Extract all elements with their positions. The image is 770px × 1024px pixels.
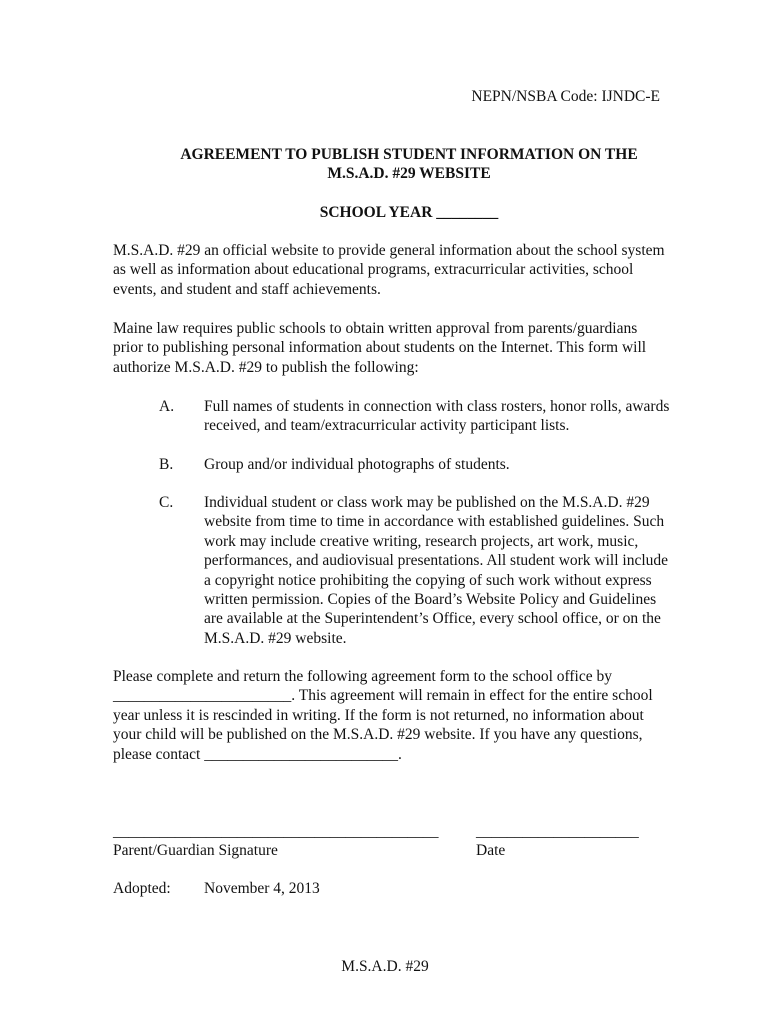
title-line-2: M.S.A.D. #29 WEBSITE (327, 165, 491, 183)
date-line: _____________________ (476, 823, 639, 840)
item-b-text (204, 455, 510, 474)
date-label: Date (476, 842, 506, 859)
page-footer: M.S.A.D. #29 (341, 958, 429, 975)
intro-line: as well as information about educational programs, extracurricular activities, school (113, 261, 634, 279)
item-line: Full names of students in connection with class rosters, honor rolls, awards (204, 398, 670, 415)
item-a-text (204, 397, 669, 436)
policy-code: NEPN/NSBA Code: IJNDC-E (471, 88, 660, 105)
item-line: a copyright notice prohibiting the copying of such work without express (204, 571, 652, 589)
school-year: SCHOOL YEAR ________ (319, 204, 499, 221)
intro-line: M.S.A.D. #29 an official website to provide general information about the school system (113, 242, 665, 259)
document-title (0, 145, 770, 184)
item-b-letter: B. (159, 456, 174, 473)
signature-label: Parent/Guardian Signature (113, 842, 278, 859)
title-line-1: AGREEMENT TO PUBLISH STUDENT INFORMATION ON THE (180, 146, 638, 163)
item-c-text (204, 493, 668, 648)
item-line: Individual student or class work may be published on the M.S.A.D. #29 (204, 494, 650, 511)
return-note-line: your child will be published on the M.S.A.D. #29 website. If you have any questions, (113, 726, 643, 744)
law-line: Maine law requires public schools to obtain written approval from parents/guardians (113, 320, 638, 337)
item-c-letter: C. (159, 494, 174, 511)
item-line: written permission. Copies of the Board’s Website Policy and Guidelines (204, 591, 657, 609)
item-line: received, and team/extracurricular activity participant lists. (204, 417, 570, 435)
item-line: are available at the Superintendent’s Office, every school office, or on the (204, 610, 661, 628)
item-line: website from time to time in accordance with established guidelines. Such (204, 513, 665, 531)
signature-line: __________________________________________ (113, 823, 439, 840)
item-line: work may include creative writing, research projects, art work, music, (204, 532, 639, 550)
item-line: M.S.A.D. #29 website. (204, 629, 347, 647)
return-note-paragraph (113, 667, 653, 764)
return-note-line: please contact _________________________. (113, 745, 402, 763)
return-note-line: Please complete and return the following agreement form to the school office by (113, 668, 612, 685)
intro-line: events, and student and staff achievements. (113, 280, 381, 298)
return-note-line: _______________________. This agreement will remain in effect for the entire school (113, 687, 653, 705)
adopted-label: Adopted: (113, 880, 171, 897)
item-line: Group and/or individual photographs of students. (204, 456, 510, 473)
item-line: performances, and audiovisual presentations. All student work will include (204, 552, 669, 570)
adopted-date: November 4, 2013 (204, 880, 320, 897)
intro-paragraph (113, 241, 665, 299)
return-note-line: year unless it is rescinded in writing. If the form is not returned, no information about (113, 706, 644, 724)
law-line: prior to publishing personal information about students on the Internet. This form will (113, 339, 647, 357)
law-line: authorize M.S.A.D. #29 to publish the following: (113, 358, 419, 376)
law-paragraph (113, 319, 646, 377)
item-a-letter: A. (159, 398, 175, 415)
